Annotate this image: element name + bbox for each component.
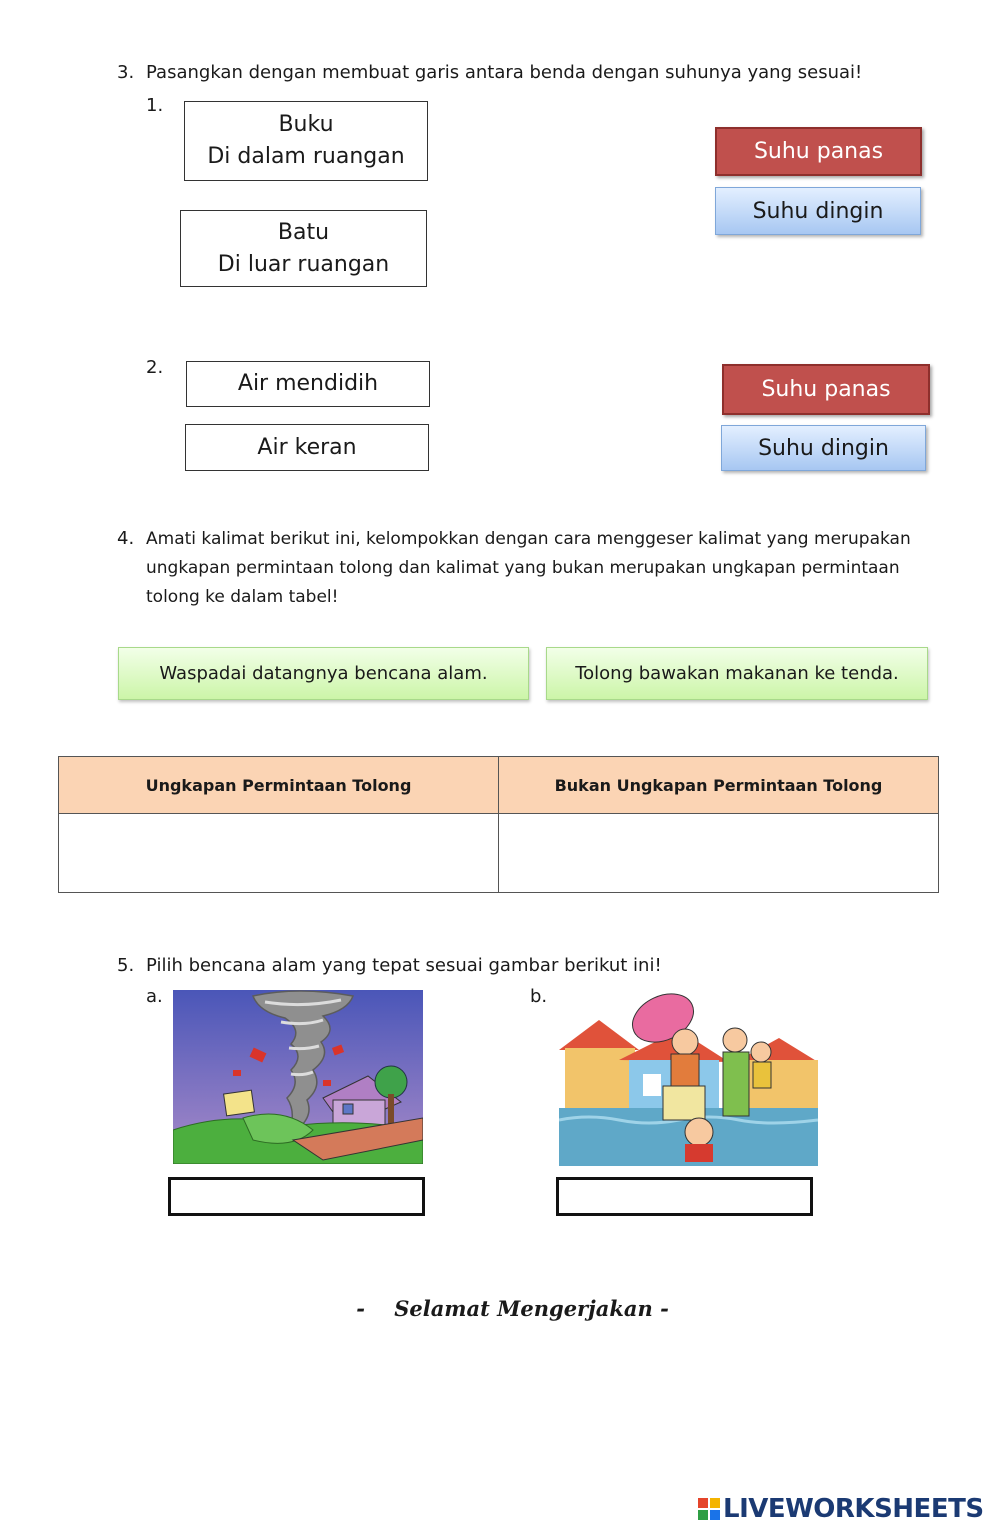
- footer-dash-left: -: [356, 1296, 365, 1321]
- q4-instruction: Amati kalimat berikut ini, kelompokkan dengan cara menggeser kalimat yang merupakan ungkapan permintaan tolong dan kalimat yang bukan merupakan ungkapan permintaan tolong ke dalam tabel!: [146, 529, 911, 607]
- q3-part2-number: 2.: [146, 357, 164, 378]
- table-header-bukan: Bukan Ungkapan Permintaan Tolong: [499, 757, 939, 814]
- drag-card-waspadai[interactable]: Waspadai datangnya bencana alam.: [118, 647, 529, 700]
- match-target-cold-1[interactable]: Suhu dingin: [715, 187, 921, 235]
- answer-input-b[interactable]: [556, 1177, 813, 1216]
- tornado-image: [173, 990, 423, 1164]
- match-item-line1: Buku: [278, 112, 334, 137]
- answer-input-a[interactable]: [168, 1177, 425, 1216]
- flood-image: [559, 990, 818, 1166]
- q5-number: 5.: [117, 955, 135, 976]
- drop-zone-bukan[interactable]: [499, 814, 939, 893]
- footer-text: Selamat Mengerjakan: [394, 1296, 653, 1321]
- sort-table: [58, 756, 939, 893]
- match-item-text: Air mendidih: [237, 371, 379, 396]
- q5-instruction: Pilih bencana alam yang tepat sesuai gambar berikut ini!: [146, 955, 662, 976]
- match-item-text: Air keran: [257, 434, 357, 460]
- match-item-line1: Batu: [277, 219, 330, 245]
- match-item-buku[interactable]: [184, 101, 428, 181]
- logo-mark-icon: [698, 1498, 720, 1520]
- match-item-air-keran[interactable]: [185, 424, 429, 471]
- liveworksheets-logo: [698, 1494, 984, 1524]
- q4-number: 4.: [117, 528, 135, 549]
- logo-text: LIVEWORKSHEETS: [723, 1494, 984, 1524]
- match-item-line2: Di dalam ruangan: [207, 144, 405, 169]
- drop-zone-tolong[interactable]: [59, 814, 499, 893]
- q5-label-a: a.: [146, 986, 163, 1007]
- match-target-hot-2[interactable]: Suhu panas: [722, 364, 930, 415]
- match-item-batu[interactable]: [180, 210, 427, 287]
- match-item-line2: Di luar ruangan: [217, 251, 390, 277]
- footer-dash-right: -: [660, 1296, 669, 1321]
- q3-part1-number: 1.: [146, 95, 164, 116]
- q3-number: 3.: [117, 62, 135, 83]
- table-header-tolong: Ungkapan Permintaan Tolong: [59, 757, 499, 814]
- match-item-air-mendidih[interactable]: [186, 361, 430, 407]
- q5-label-b: b.: [530, 986, 548, 1007]
- drag-card-tolong[interactable]: Tolong bawakan makanan ke tenda.: [546, 647, 928, 700]
- footer-greeting: [0, 1296, 1000, 1321]
- match-target-hot-1[interactable]: Suhu panas: [715, 127, 922, 176]
- match-target-cold-2[interactable]: Suhu dingin: [721, 425, 926, 471]
- q3-instruction: Pasangkan dengan membuat garis antara benda dengan suhunya yang sesuai!: [146, 62, 863, 83]
